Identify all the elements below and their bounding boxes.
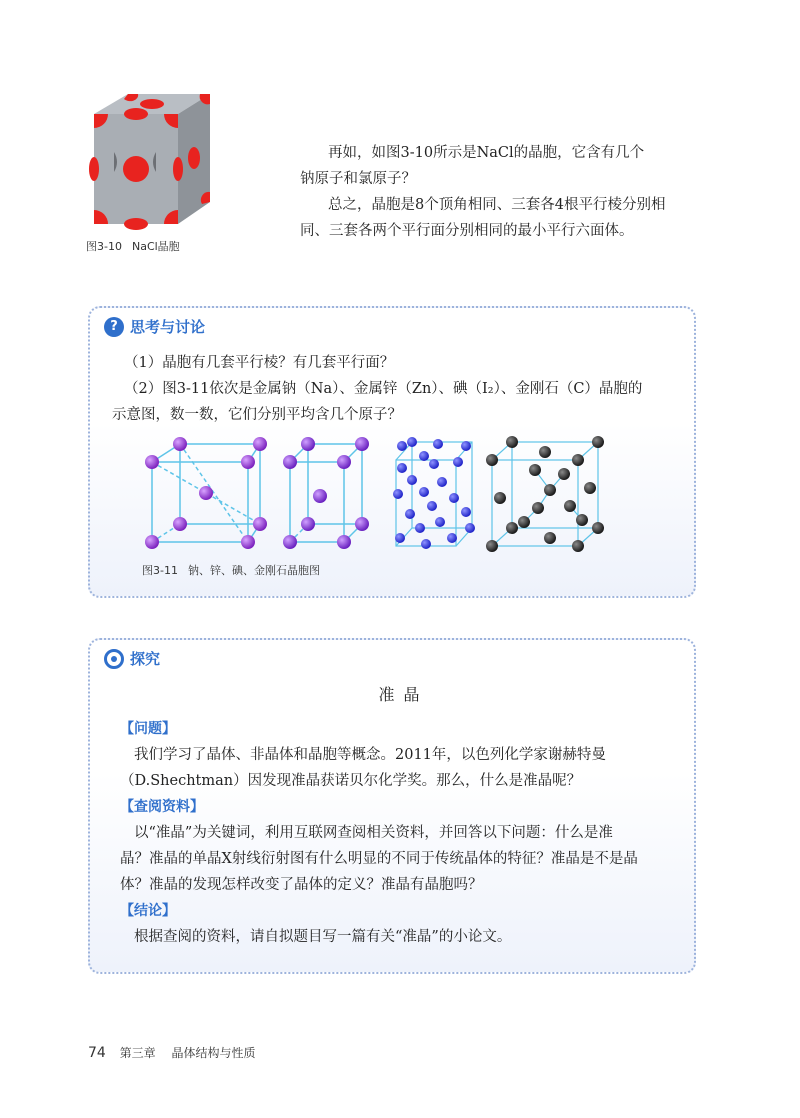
explore-heading: 准 晶 [378, 685, 422, 704]
question-icon: ? [104, 317, 124, 337]
carbon-atoms [486, 436, 604, 552]
problem-line1: 我们学习了晶体、非晶体和晶胞等概念。2011年，以色列化学家谢赫特曼 [134, 747, 606, 763]
explore-title-text: 探究 [130, 650, 161, 668]
research-line1: 以“准晶”为关键词，利用互联网查阅相关资料，并回答以下问题：什么是准 [134, 825, 613, 841]
intro-p1-line2: 钠原子和氯原子？ [300, 171, 416, 187]
intro-p1-line1: 再如，如图3-10所示是NaCl的晶胞，它含有几个 [328, 145, 645, 161]
conclusion-label: 【结论】 [120, 903, 176, 919]
discussion-q1: （1）晶胞有几套平行棱？有几套平行面？ [124, 355, 395, 371]
research-label: 【查阅资料】 [120, 799, 204, 815]
figure-3-10-caption [86, 238, 180, 254]
discussion-title [104, 316, 205, 337]
crystal-cells-figure [140, 434, 620, 554]
target-icon [104, 649, 124, 669]
discussion-text [112, 350, 682, 428]
zinc-atoms [283, 437, 369, 549]
figure-number: 图3-10 [86, 240, 122, 253]
figure-number: 图3-11 [142, 564, 178, 577]
discussion-title-text: 思考与讨论 [130, 318, 206, 336]
nacl-unit-cell-figure [86, 92, 216, 230]
iodine-cell [396, 442, 472, 546]
intro-text [300, 140, 710, 244]
research-line2: 晶？准晶的单晶X射线衍射图有什么明显的不同于传统晶体的特征？准晶是不是晶 [120, 851, 638, 867]
intro-p2-line1: 总之，晶胞是8个顶角相同、三套各4根平行棱分别相 [328, 197, 666, 213]
figure-caption: NaCl晶胞 [131, 240, 180, 253]
problem-line2: （D.Shechtman）因发现准晶获诺贝尔化学奖。那么，什么是准晶呢？ [120, 773, 582, 789]
discussion-q2-line2: 示意图，数一数，它们分别平均含几个原子？ [112, 407, 402, 423]
explore-content [120, 716, 686, 950]
page-number: 74 [88, 1045, 106, 1061]
explore-title [104, 648, 160, 669]
conclusion-line1: 根据查阅的资料，请自拟题目写一篇有关“准晶”的小论文。 [134, 929, 512, 945]
page-footer [88, 1044, 256, 1061]
research-line3: 体？准晶的发现怎样改变了晶体的定义？准晶有晶胞吗？ [120, 877, 483, 893]
intro-p2-line2: 同、三套各两个平行面分别相同的最小平行六面体。 [300, 223, 634, 239]
chapter-number: 第三章 [119, 1046, 156, 1060]
problem-label: 【问题】 [120, 721, 176, 737]
figure-3-11-caption [142, 562, 320, 578]
chapter-title: 晶体结构与性质 [171, 1046, 256, 1060]
figure-caption: 钠、锌、碘、金刚石晶胞图 [187, 564, 320, 577]
discussion-q2-line1: （2）图3-11依次是金属钠（Na）、金属锌（Zn）、碘（I₂）、金刚石（C）晶胞的 [124, 381, 643, 397]
iodine-atoms [393, 437, 475, 549]
